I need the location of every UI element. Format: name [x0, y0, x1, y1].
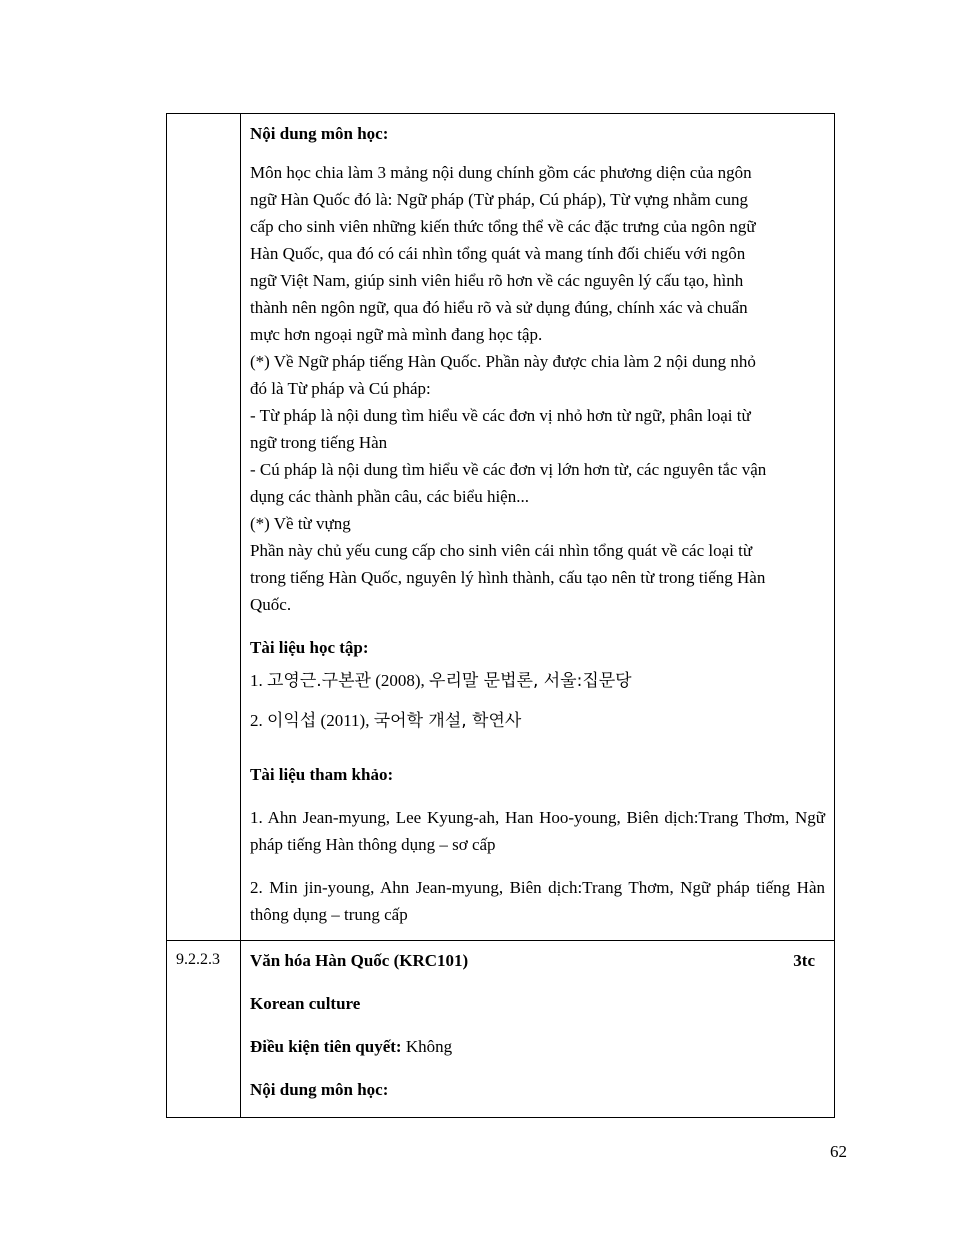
content-line: ngữ Hàn Quốc đó là: Ngữ pháp (Từ pháp, Cú pháp), Từ vựng nhằm cung — [250, 190, 749, 209]
prerequisite — [250, 1033, 825, 1060]
reference-item: 1. Ahn Jean-myung, Lee Kyung-ah, Han Hoo-young, Biên dịch:Trang Thơm, Ngữ pháp tiếng Hàn thông dụng – sơ cấp — [250, 808, 825, 854]
content-line: thành nên ngôn ngữ, qua đó hiểu rõ và sử dụng đúng, chính xác và chuẩn — [250, 298, 748, 317]
content-line: dụng các thành phần câu, các biểu hiện... — [250, 487, 529, 506]
references-heading: Tài liệu tham khảo: — [250, 765, 394, 784]
page-number: 62 — [830, 1142, 847, 1161]
content-line: ngữ trong tiếng Hàn — [250, 433, 388, 452]
content-line: Quốc. — [250, 595, 292, 614]
table-row — [167, 114, 835, 941]
content-body — [250, 159, 825, 618]
textbooks-heading: Tài liệu học tập: — [250, 638, 369, 657]
content-line: (*) Về từ vựng — [250, 514, 351, 533]
content-line: Phần này chủ yếu cung cấp cho sinh viên cái nhìn tổng quát về các loại từ — [250, 541, 753, 560]
content-line: - Cú pháp là nội dung tìm hiểu về các đơn vị lớn hơn từ, các nguyên tắc vận — [250, 460, 767, 479]
course-number-cell-empty — [167, 114, 241, 941]
prerequisite-label: Điều kiện tiên quyết: — [250, 1037, 402, 1056]
course-english-title: Korean culture — [250, 994, 361, 1013]
content-line: Môn học chia làm 3 mảng nội dung chính gồm các phương diện của ngôn — [250, 163, 752, 182]
course-number-cell — [167, 941, 241, 1118]
course-title-row — [250, 947, 825, 974]
reference-item: 2. Min jin-young, Ahn Jean-myung, Biên dịch:Trang Thơm, Ngữ pháp tiếng Hàn thông dụng – trung cấp — [250, 878, 825, 924]
course-number: 9.2.2.3 — [176, 951, 220, 968]
content-line: (*) Về Ngữ pháp tiếng Hàn Quốc. Phần này được chia làm 2 nội dung nhỏ — [250, 352, 756, 371]
content-heading: Nội dung môn học: — [250, 124, 389, 143]
curriculum-table — [166, 113, 835, 1118]
content-line: Hàn Quốc, qua đó có cái nhìn tổng quát và mang tính đối chiếu với ngôn — [250, 244, 746, 263]
content-line: mực hơn ngoại ngữ mà mình đang học tập. — [250, 325, 543, 344]
textbook-item: 2. 이익섭 (2011), 국어학 개설, 학연사 — [250, 711, 522, 731]
textbook-item: 1. 고영근.구본관 (2008), 우리말 문법론, 서울:집문당 — [250, 671, 632, 691]
content-line: ngữ Việt Nam, giúp sinh viên hiểu rõ hơn về các nguyên lý cấu tạo, hình — [250, 271, 744, 290]
course-content-cell — [241, 114, 835, 941]
content-line: đó là Từ pháp và Cú pháp: — [250, 379, 431, 398]
content-heading: Nội dung môn học: — [250, 1080, 389, 1099]
course-credits: 3tc — [793, 951, 815, 970]
content-line: - Từ pháp là nội dung tìm hiểu về các đơn vị nhỏ hơn từ ngữ, phân loại từ — [250, 406, 751, 425]
course-content-cell — [241, 941, 835, 1118]
table-row — [167, 941, 835, 1118]
course-title: Văn hóa Hàn Quốc (KRC101) — [250, 951, 469, 970]
content-line: trong tiếng Hàn Quốc, nguyên lý hình thành, cấu tạo nên từ trong tiếng Hàn — [250, 568, 766, 587]
prerequisite-value: Không — [401, 1037, 453, 1056]
content-line: cấp cho sinh viên những kiến thức tổng thể về các đặc trưng của ngôn ngữ — [250, 217, 756, 236]
